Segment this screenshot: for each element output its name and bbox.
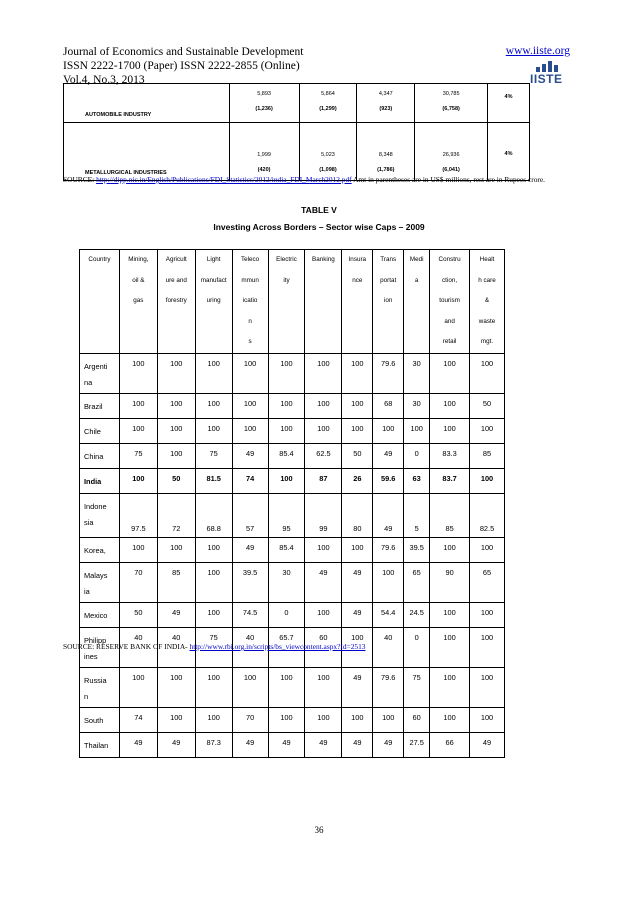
- caps-value: 0: [268, 602, 305, 627]
- journal-url-link[interactable]: www.iiste.org: [505, 45, 570, 57]
- caps-country: Malays ia: [80, 562, 120, 602]
- caps-value: 100: [195, 353, 232, 393]
- caps-value: 75: [195, 627, 232, 667]
- caps-value: 75: [119, 443, 157, 468]
- caps-value: 99: [305, 493, 342, 537]
- caps-value: 74: [119, 707, 157, 732]
- caps-country: Chile: [80, 418, 120, 443]
- fdi-industry-label: AUTOMOBILE INDUSTRY: [64, 84, 230, 123]
- caps-value: 63: [404, 468, 430, 493]
- caps-value: 100: [430, 707, 470, 732]
- caps-value: 49: [373, 443, 404, 468]
- caps-country: Argenti na: [80, 353, 120, 393]
- caps-value: 49: [342, 732, 373, 757]
- caps-value: 100: [470, 418, 505, 443]
- caps-value: 85: [470, 443, 505, 468]
- caps-value: 49: [342, 667, 373, 707]
- journal-title: Journal of Economics and Sustainable Development: [63, 46, 304, 58]
- caps-value: 82.5: [470, 493, 505, 537]
- caps-value: 70: [119, 562, 157, 602]
- caps-value: 62.5: [305, 443, 342, 468]
- caps-value: 100: [373, 418, 404, 443]
- caps-header-label: Mining, oil & gas: [128, 256, 149, 304]
- fdi-usd-value: (420): [257, 167, 271, 173]
- fdi-usd-value: (1,098): [319, 167, 337, 173]
- caps-header-cell: [80, 250, 120, 354]
- caps-header-cell: [268, 250, 305, 354]
- caps-value: 85: [430, 493, 470, 537]
- fdi-row: [64, 84, 530, 123]
- caps-value: 83.3: [430, 443, 470, 468]
- caps-value: 100: [157, 707, 195, 732]
- fdi-share: 4%: [488, 123, 530, 181]
- caps-row: [80, 732, 505, 757]
- caps-value: 49: [342, 562, 373, 602]
- fdi-value: 1,999: [257, 152, 271, 158]
- caps-value: 65: [470, 562, 505, 602]
- caps-value: 49: [305, 732, 342, 757]
- caps-value: 100: [430, 393, 470, 418]
- caps-value: 100: [268, 418, 305, 443]
- caps-value: 27.5: [404, 732, 430, 757]
- caps-value: 100: [342, 627, 373, 667]
- caps-header-label: Agricult ure and forestry: [165, 256, 187, 304]
- fdi-cell: [229, 84, 299, 123]
- caps-value: 100: [470, 707, 505, 732]
- caps-value: 95: [268, 493, 305, 537]
- caps-value: 100: [373, 707, 404, 732]
- caps-value: 30: [404, 393, 430, 418]
- caps-value: 100: [470, 667, 505, 707]
- caps-value: 100: [305, 602, 342, 627]
- caps-value: 40: [232, 627, 268, 667]
- caps-value: 100: [470, 537, 505, 562]
- table-title: TABLE V: [301, 205, 337, 215]
- fdi-row: [64, 123, 530, 181]
- caps-value: 100: [195, 562, 232, 602]
- caps-value: 100: [232, 393, 268, 418]
- caps-header-cell: [470, 250, 505, 354]
- page-number: 36: [314, 825, 324, 835]
- caps-value: 100: [195, 393, 232, 418]
- caps-header-cell: [119, 250, 157, 354]
- caps-header-label: Light manufact uring: [200, 256, 227, 304]
- caps-value: 100: [119, 418, 157, 443]
- fdi-value: 4,347: [378, 91, 393, 97]
- caps-value: 74.5: [232, 602, 268, 627]
- caps-row: [80, 562, 505, 602]
- caps-value: 85: [157, 562, 195, 602]
- caps-row: [80, 602, 505, 627]
- caps-value: 100: [342, 353, 373, 393]
- caps-country: Brazil: [80, 393, 120, 418]
- caps-value: 49: [157, 732, 195, 757]
- caps-value: 0: [404, 443, 430, 468]
- caps-value: 40: [119, 627, 157, 667]
- caps-value: 100: [195, 707, 232, 732]
- caps-value: 81.5: [195, 468, 232, 493]
- fdi-value: 5,893: [257, 91, 271, 97]
- caps-value: 100: [157, 393, 195, 418]
- caps-header-cell: [305, 250, 342, 354]
- caps-header-label: Constru ction, tourism and retail: [438, 256, 461, 345]
- caps-value: 50: [470, 393, 505, 418]
- source-fdi-suffix: Amt in parentheses are in US$ millions, rest are in Rupees crore.: [351, 175, 545, 184]
- caps-value: 30: [404, 353, 430, 393]
- caps-value: 74: [232, 468, 268, 493]
- caps-value: 100: [157, 537, 195, 562]
- caps-value: 0: [404, 627, 430, 667]
- caps-value: 85.4: [268, 537, 305, 562]
- caps-value: 100: [119, 667, 157, 707]
- caps-value: 100: [430, 353, 470, 393]
- caps-header-label: Teleco mmun icatio n s: [240, 256, 260, 345]
- fdi-usd-value: (6,041): [442, 167, 460, 173]
- caps-value: 68: [373, 393, 404, 418]
- fdi-value: 8,348: [378, 152, 393, 158]
- caps-country: India: [80, 468, 120, 493]
- caps-value: 49: [342, 602, 373, 627]
- caps-value: 50: [342, 443, 373, 468]
- caps-header-label: Electric ity: [276, 256, 297, 284]
- caps-value: 100: [232, 418, 268, 443]
- caps-value: 100: [305, 393, 342, 418]
- caps-value: 83.7: [430, 468, 470, 493]
- caps-value: 66: [430, 732, 470, 757]
- journal-issn: ISSN 2222-1700 (Paper) ISSN 2222-2855 (Online): [63, 60, 300, 72]
- caps-value: 100: [373, 562, 404, 602]
- caps-row: [80, 493, 505, 537]
- source-fdi-prefix: SOURCE:: [63, 175, 97, 184]
- logo-text: IISTE: [530, 72, 563, 86]
- caps-value: 100: [232, 353, 268, 393]
- caps-value: 79.6: [373, 667, 404, 707]
- caps-value: 100: [430, 602, 470, 627]
- caps-header-cell: [373, 250, 404, 354]
- caps-value: 100: [268, 707, 305, 732]
- caps-header-cell: [430, 250, 470, 354]
- caps-value: 26: [342, 468, 373, 493]
- caps-value: 49: [305, 562, 342, 602]
- caps-value: 100: [119, 393, 157, 418]
- caps-country: South: [80, 707, 120, 732]
- caps-header-label: Healt h care & waste mgt.: [478, 256, 496, 345]
- caps-value: 100: [157, 443, 195, 468]
- fdi-value: 5,864: [321, 91, 335, 97]
- fdi-value: 5,023: [321, 152, 335, 158]
- caps-value: 50: [119, 602, 157, 627]
- fdi-share: 4%: [488, 84, 530, 123]
- caps-header-label: Country: [88, 256, 111, 263]
- caps-header-label: Medi a: [409, 256, 424, 284]
- caps-value: 100: [470, 602, 505, 627]
- caps-value: 100: [157, 418, 195, 443]
- caps-value: 65: [404, 562, 430, 602]
- caps-value: 39.5: [232, 562, 268, 602]
- source-fdi: [63, 175, 545, 184]
- caps-value: 100: [342, 418, 373, 443]
- caps-value: 100: [430, 537, 470, 562]
- fdi-table: [63, 83, 530, 181]
- caps-value: 100: [470, 627, 505, 667]
- caps-country: Indone sia: [80, 493, 120, 537]
- caps-value: 49: [119, 732, 157, 757]
- caps-value: 100: [268, 468, 305, 493]
- caps-value: 100: [404, 418, 430, 443]
- fdi-cell: [415, 84, 488, 123]
- caps-header-label: Trans portat ion: [380, 256, 397, 304]
- caps-value: 49: [373, 732, 404, 757]
- fdi-usd-value: (6,758): [442, 106, 460, 112]
- caps-header-label: Banking: [312, 256, 335, 263]
- fdi-cell: [357, 84, 415, 123]
- caps-row: [80, 707, 505, 732]
- caps-value: 90: [430, 562, 470, 602]
- caps-value: 100: [195, 537, 232, 562]
- caps-value: 87: [305, 468, 342, 493]
- caps-value: 24.5: [404, 602, 430, 627]
- caps-row: [80, 468, 505, 493]
- fdi-usd-value: (1,299): [319, 106, 337, 112]
- caps-country: Philipp ines: [80, 627, 120, 667]
- caps-value: 40: [157, 627, 195, 667]
- caps-country: Mexico: [80, 602, 120, 627]
- caps-country: Thailan: [80, 732, 120, 757]
- caps-value: 49: [232, 443, 268, 468]
- caps-value: 100: [157, 667, 195, 707]
- sector-caps-table: [79, 249, 505, 758]
- caps-value: 49: [268, 732, 305, 757]
- caps-value: 70: [232, 707, 268, 732]
- caps-value: 100: [305, 667, 342, 707]
- caps-value: 65.7: [268, 627, 305, 667]
- caps-value: 100: [119, 537, 157, 562]
- caps-row: [80, 393, 505, 418]
- caps-value: 49: [232, 537, 268, 562]
- journal-volume: Vol.4, No.3, 2013: [63, 74, 145, 86]
- caps-value: 100: [305, 418, 342, 443]
- caps-header-cell: [232, 250, 268, 354]
- caps-value: 100: [195, 602, 232, 627]
- caps-value: 100: [470, 353, 505, 393]
- caps-value: 59.6: [373, 468, 404, 493]
- caps-value: 100: [268, 667, 305, 707]
- source-fdi-link[interactable]: http://dipp.nic.in/English/Publications/FDI_Statistics/2012/india_FDI_March2012.pdf: [96, 175, 352, 184]
- caps-row: [80, 443, 505, 468]
- caps-value: 100: [305, 537, 342, 562]
- caps-value: 79.6: [373, 353, 404, 393]
- fdi-cell: [299, 123, 357, 181]
- caps-row: [80, 537, 505, 562]
- caps-value: 100: [470, 468, 505, 493]
- caps-value: 100: [268, 353, 305, 393]
- fdi-usd-value: (1,786): [377, 167, 395, 173]
- fdi-cell: [415, 123, 488, 181]
- caps-value: 100: [342, 393, 373, 418]
- caps-value: 100: [430, 627, 470, 667]
- caps-value: 75: [195, 443, 232, 468]
- source-rbi: [63, 642, 365, 651]
- fdi-value: 30,785: [442, 91, 460, 97]
- caps-value: 97.5: [119, 493, 157, 537]
- caps-value: 85.4: [268, 443, 305, 468]
- fdi-value: 26,936: [442, 152, 460, 158]
- caps-header-label: Insura nce: [348, 256, 367, 284]
- fdi-cell: [357, 123, 415, 181]
- caps-value: 100: [430, 418, 470, 443]
- caps-value: 75: [404, 667, 430, 707]
- caps-value: 49: [470, 732, 505, 757]
- caps-value: 87.3: [195, 732, 232, 757]
- fdi-usd-value: (923): [379, 106, 393, 112]
- caps-value: 100: [342, 707, 373, 732]
- caps-row: [80, 667, 505, 707]
- caps-value: 54.4: [373, 602, 404, 627]
- iiste-logo: [530, 60, 572, 90]
- logo-bars-icon: [536, 60, 572, 72]
- caps-value: 80: [342, 493, 373, 537]
- caps-header-cell: [157, 250, 195, 354]
- caps-value: 30: [268, 562, 305, 602]
- caps-country: Russia n: [80, 667, 120, 707]
- caps-value: 100: [305, 353, 342, 393]
- caps-header-cell: [404, 250, 430, 354]
- caps-value: 50: [157, 468, 195, 493]
- table-subtitle: Investing Across Borders – Sector wise Caps – 2009: [213, 222, 425, 232]
- source-rbi-link[interactable]: http://www.rbi.org.in/scripts/bs_viewcontent.aspx?Id=2513: [189, 642, 366, 651]
- caps-value: 72: [157, 493, 195, 537]
- fdi-cell: [229, 123, 299, 181]
- caps-value: 79.6: [373, 537, 404, 562]
- caps-value: 100: [430, 667, 470, 707]
- fdi-industry-label: METALLURGICAL INDUSTRIES: [64, 123, 230, 181]
- caps-value: 5: [404, 493, 430, 537]
- caps-row: [80, 418, 505, 443]
- caps-country: Korea,: [80, 537, 120, 562]
- caps-value: 100: [268, 393, 305, 418]
- caps-value: 39.5: [404, 537, 430, 562]
- caps-country: China: [80, 443, 120, 468]
- caps-value: 100: [119, 468, 157, 493]
- caps-value: 100: [157, 353, 195, 393]
- caps-value: 49: [373, 493, 404, 537]
- caps-value: 57: [232, 493, 268, 537]
- fdi-cell: [299, 84, 357, 123]
- fdi-usd-value: (1,236): [255, 106, 273, 112]
- source-rbi-prefix: SOURCE: RESERVE BANK OF INDIA-: [63, 642, 190, 651]
- caps-value: 49: [157, 602, 195, 627]
- caps-value: 100: [119, 353, 157, 393]
- caps-value: 100: [195, 667, 232, 707]
- caps-header-cell: [195, 250, 232, 354]
- caps-value: 60: [404, 707, 430, 732]
- caps-value: 60: [305, 627, 342, 667]
- caps-value: 100: [232, 667, 268, 707]
- caps-header-cell: [342, 250, 373, 354]
- caps-value: 40: [373, 627, 404, 667]
- caps-value: 100: [195, 418, 232, 443]
- caps-value: 100: [305, 707, 342, 732]
- caps-value: 100: [342, 537, 373, 562]
- caps-value: 68.8: [195, 493, 232, 537]
- caps-row: [80, 353, 505, 393]
- caps-value: 49: [232, 732, 268, 757]
